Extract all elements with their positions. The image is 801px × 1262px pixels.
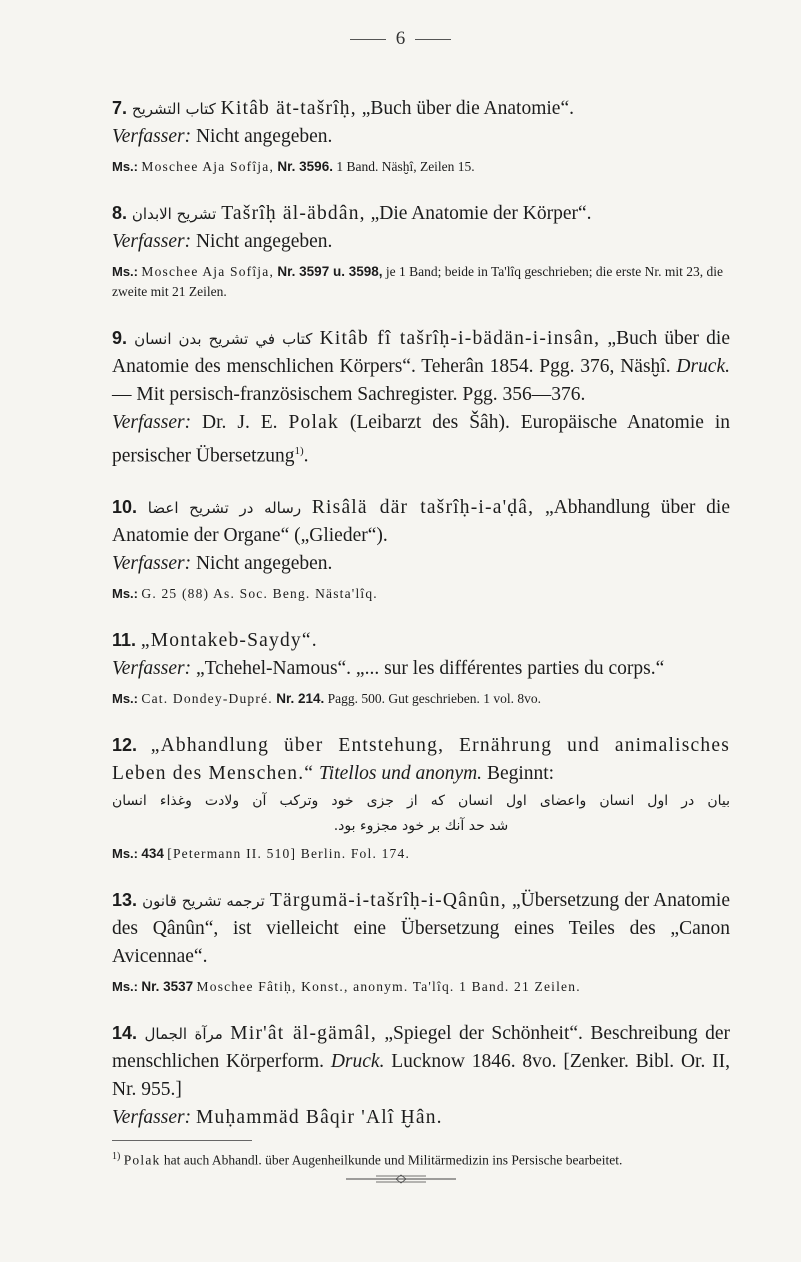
entry-title-line [112,199,730,228]
ms-location: Moschee Aja Sofîja, [141,159,275,174]
entry-title-line [112,731,730,788]
transliterated-title: „Abhandlung über Entstehung, Ernährung und animalisches Leben des Menschen.“ [112,734,730,784]
arabic-incipit-line-1: بيان در اول انسان واعضاى اول انسان كه از جزى خود وتركب آن ولادت وغذاء انسان [112,792,730,809]
author-label: Verfasser: [112,231,192,252]
entry-14 [112,1019,730,1132]
footnote-marker[interactable]: 1) [294,445,304,457]
entry-title-line [112,1019,730,1104]
footnote-name: Polak [123,1152,161,1167]
beginnt-label: Beginnt: [486,762,555,784]
entry-title-line [112,886,730,971]
author-label: Verfasser: [112,412,192,433]
ms-number: Nr. 214. [276,690,325,706]
transliterated-title: „Montakeb-Saydy“. [140,629,318,651]
author-line [112,1104,730,1132]
author-value: Nicht angegeben. [195,231,333,252]
manuscript-line [112,262,730,302]
page-number: 6 [395,28,406,49]
entry-8 [112,199,730,302]
ms-number: Nr. 3596. [277,159,333,174]
ms-label: Ms.: [112,159,138,174]
entry-number: 10. [112,496,138,517]
title-gloss: „Buch über die Anatomie des menschlichen Körpers“. Teherân 1854. Pgg. 376, Näsḫî. [112,328,731,377]
entry-number: 12. [112,734,138,755]
author-line [112,123,730,151]
author-value: „Tchehel-Namous“. „... sur les différentes parties du corps.“ [195,657,665,679]
entry-title-line [112,324,730,409]
title-gloss: „Übersetzung der Anatomie des Qânûn“, ist vielleicht eine Übersetzung eines Teiles des „Canon Avicennae“. [112,889,731,967]
manuscript-line [112,977,730,997]
druck-text: — Mit persisch-französischem Sachregister. Pgg. 356—376. [112,384,586,405]
ms-label: Ms.: [112,978,138,994]
ms-details: 1 Band. Näsḫî, Zeilen 15. [336,159,475,174]
ms-location: Cat. Dondey-Dupré. [141,690,273,706]
transliterated-title: Tärgumä-i-tašrîḥ-i-Qânûn, [269,889,507,911]
footnote [112,1147,730,1171]
ms-location: [Petermann II. 510] Berlin. Fol. 174. [167,845,411,861]
title-gloss: „Buch über die Anatomie“. [361,98,574,119]
ms-details: Pagg. 500. Gut geschrieben. 1 vol. 8vo. [327,690,541,706]
ms-number: 434 [141,845,164,861]
manuscript-line [112,689,730,709]
ms-number: Nr. 3597 u. 3598, [277,264,383,279]
header-dash-right [415,39,451,40]
entry-title-line [112,94,730,123]
author-line [112,409,730,471]
entry-12 [112,731,730,864]
author-name: Polak [288,412,339,433]
entry-number: 7. [112,98,128,118]
druck-text: Lucknow 1846. 8vo. [Zenker. Bibl. Or. II, Nr. 955.] [112,1050,730,1100]
ms-number: Nr. 3537 [141,978,194,994]
druck-label: Druck. [676,356,730,377]
entry-number: 8. [112,203,128,223]
ms-location: G. 25 (88) As. Soc. Beng. Nästa'lîq. [141,585,378,601]
ms-label: Ms.: [112,585,138,601]
entry-number: 9. [112,328,128,348]
entry-9 [112,324,730,471]
ms-label: Ms.: [112,690,138,706]
entry-11 [112,626,730,709]
footnote-mark: 1) [112,1150,121,1162]
author-label: Verfasser: [112,1106,192,1128]
author-label: Verfasser: [112,126,192,147]
entry-10 [112,493,730,604]
author-name: Muḥammäd Bâqir 'Alî Ḫân. [195,1106,443,1128]
author-description: (Leibarzt des Šâh). Europäische Anatomie in persischer Übersetzung [112,412,731,467]
entry-title-line [112,493,730,550]
transliterated-title: Kitâb fî tašrîḥ-i-bädän-i-insân, [319,328,601,349]
manuscript-line [112,157,730,177]
title-gloss: „Spiegel der Schönheit“. Beschreibung der menschlichen Körperform. [112,1022,730,1072]
arabic-title: تشريح الابدان [131,205,217,223]
entry-13 [112,886,730,997]
titellos-note: Titellos und anonym. [319,762,483,784]
footnote-text: hat auch Abhandl. über Augenheilkunde und Militärmedizin ins Persische bearbeitet. [163,1152,623,1167]
transliterated-title: Tašrîḥ äl-äbdân, [221,203,366,224]
author-value: Nicht angegeben. [195,126,333,147]
author-value: Nicht angegeben. [195,552,333,574]
footnote-rule [112,1140,252,1141]
ms-location: Moschee Aja Sofîja, [141,264,275,279]
ms-label: Ms.: [112,845,138,861]
author-line [112,655,730,683]
arabic-title: كتاب في تشريح بدن انسان [134,330,313,348]
manuscript-line [112,584,730,604]
author-end: . [303,445,309,467]
author-line [112,228,730,256]
author-line [112,550,730,578]
arabic-title: مرآة الجمال [144,1024,223,1043]
entry-title-line [112,626,730,655]
arabic-title: ترجمه تشريح قانون [142,891,265,910]
druck-label: Druck. [330,1050,385,1072]
title-gloss: „Die Anatomie der Körper“. [370,203,592,224]
entry-number: 13. [112,889,138,910]
author-prefix: Dr. J. E. [202,412,278,433]
author-label: Verfasser: [112,552,192,574]
ms-details: je 1 Band; beide in Ta'lîq geschrieben; die erste Nr. mit 23, die zweite mit 21 Zeilen. [112,264,724,299]
main-content [112,94,730,1170]
arabic-title: رساله در تشريح اعضا [147,498,302,517]
entry-7 [112,94,730,177]
transliterated-title: Risâlä där tašrîḥ-i-a'ḍâ, [311,496,535,518]
ms-label: Ms.: [112,264,138,279]
arabic-title: كتاب التشريح [131,100,216,118]
transliterated-title: Kitâb ät-tašrîḥ, [220,98,357,119]
entry-number: 11. [112,629,137,650]
entry-number: 14. [112,1022,138,1043]
transliterated-title: Mir'ât äl-gämâl, [230,1022,377,1044]
page-number-header [0,28,801,50]
arabic-incipit-line-2: شد حد آنك بر خود مجزوء بود. [333,817,509,834]
header-dash-left [350,39,386,40]
manuscript-line [112,844,730,864]
printer-ornament-icon [0,1172,801,1191]
title-gloss: „Abhandlung über die Anatomie der Organe“ („Glieder“). [112,496,731,546]
author-label: Verfasser: [112,657,192,679]
ms-location: Moschee Fâtiḥ, Konst., anonym. Ta'lîq. 1 Band. 21 Zeilen. [196,978,581,994]
